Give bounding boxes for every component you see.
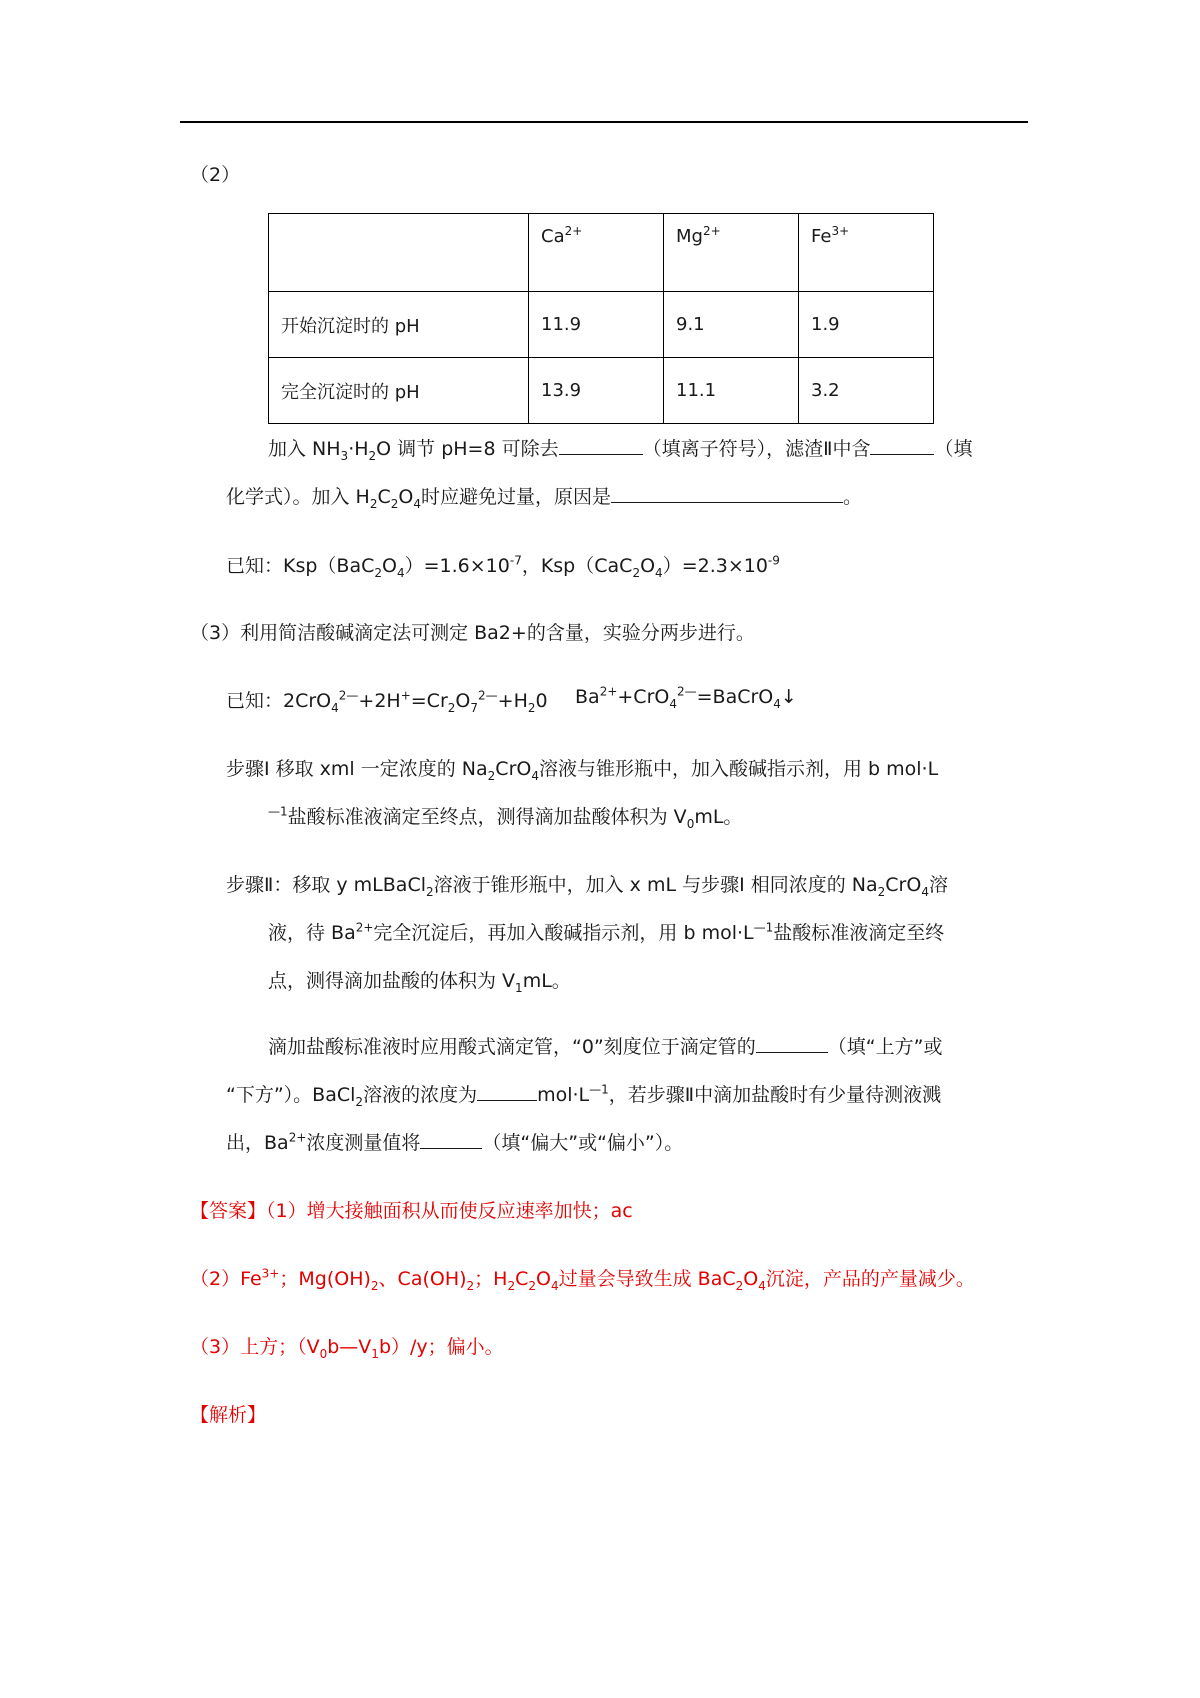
table-header-row [269, 214, 934, 292]
row-label: 完全沉淀时的 pH [269, 358, 529, 424]
answer-line-1: 【答案】（1）增大接触面积从而使反应速率加快；ac [190, 1200, 633, 1222]
table-row [269, 358, 934, 424]
step-2-line-3: 点，测得滴加盐酸的体积为 $V_1mL$。 [268, 970, 571, 995]
table-cell: 9.1 [664, 292, 799, 358]
blank-ion [559, 436, 643, 455]
precipitation-ph-table [268, 213, 934, 424]
q2-line-1: 加入 $NH_3\cdot H_2O$ 调节 pH=8 可除去 （填离子符号），滤渣Ⅱ中含 （填 [268, 438, 973, 463]
step-2-line-1: 步骤Ⅱ：移取 y mLBaCl$_2$溶液于锥形瓶中，加入 x mL 与步骤Ⅰ 相同浓度的 $Na_2CrO_4$溶 [226, 874, 948, 899]
q2-line-2: 化学式）。加入 $H_2C_2O_4$时应避免过量，原因是 。 [226, 486, 863, 511]
table-header-empty [269, 214, 529, 292]
blank-residue [870, 436, 934, 455]
q3-equation-1: 已知：$2CrO_4^{2—}+2H^+=Cr_2O_7^{2—}+H_20$ [226, 688, 548, 715]
fill-line-2: “下方”）。BaCl$_2$溶液的浓度为 $mol\cdot L^{—1}$，若步骤Ⅱ中滴加盐酸时有少量待测液溅 [226, 1082, 942, 1109]
analysis-label: 【解析】 [190, 1404, 267, 1426]
blank-concentration [477, 1082, 537, 1101]
step-2-line-2: 液，待 $Ba^{2+}$完全沉淀后，再加入酸碱指示剂，用 b $mol\cdot L^{—1}$盐酸标准液滴定至终 [268, 920, 945, 944]
blank-deviation [420, 1130, 482, 1149]
table-header-ca: $Ca^{2+}$ [529, 214, 664, 292]
answer-line-3: （3）上方；$(V_0b—V_1b)/y$；偏小。 [190, 1336, 504, 1361]
header-rule [180, 121, 1028, 123]
fill-line-1: 滴加盐酸标准液时应用酸式滴定管，“0”刻度位于滴定管的 （填“上方”或 [268, 1036, 943, 1058]
ksp-line: 已知：$Ksp(BaC_2O_4)=1.6\times 10^{-7}$，$Ksp(CaC_2O_4)=2.3\times 10^{-9}$ [226, 553, 780, 580]
table-cell: 13.9 [529, 358, 664, 424]
step-1-line-1: 步骤Ⅰ 移取 xml 一定浓度的 $Na_2CrO_4$溶液与锥形瓶中，加入酸碱指示剂，用 b mol·L [226, 758, 939, 783]
table-header-mg: $Mg^{2+}$ [664, 214, 799, 292]
step-1-line-2: $^{—1}$盐酸标准液滴定至终点，测得滴加盐酸体积为 $V_0mL$。 [268, 804, 743, 831]
blank-reason [611, 484, 843, 503]
table-header-fe: $Fe^{3+}$ [799, 214, 934, 292]
blank-zero-mark [756, 1034, 828, 1053]
table-cell: 3.2 [799, 358, 934, 424]
table-row [269, 292, 934, 358]
fill-line-3: 出，$Ba^{2+}$浓度测量值将 （填“偏大”或“偏小”）。 [226, 1130, 684, 1154]
q3-intro: （3）利用简洁酸碱滴定法可测定 Ba2+的含量，实验分两步进行。 [190, 622, 755, 644]
row-label: 开始沉淀时的 pH [269, 292, 529, 358]
answer-line-2: $(2)Fe^{3+}$；$Mg(OH)_2$、$Ca(OH)_2$；$H_2C_2O_4$过量会导致生成 $BaC_2O_4$沉淀，产品的产量减少。 [190, 1266, 975, 1293]
table-cell: 11.9 [529, 292, 664, 358]
part2-label: （2） [190, 164, 241, 186]
table-cell: 11.1 [664, 358, 799, 424]
q3-equation-2: $Ba^{2+}+CrO_4^{2—}=BaCrO_4↓$ [575, 684, 797, 711]
table-cell: 1.9 [799, 292, 934, 358]
